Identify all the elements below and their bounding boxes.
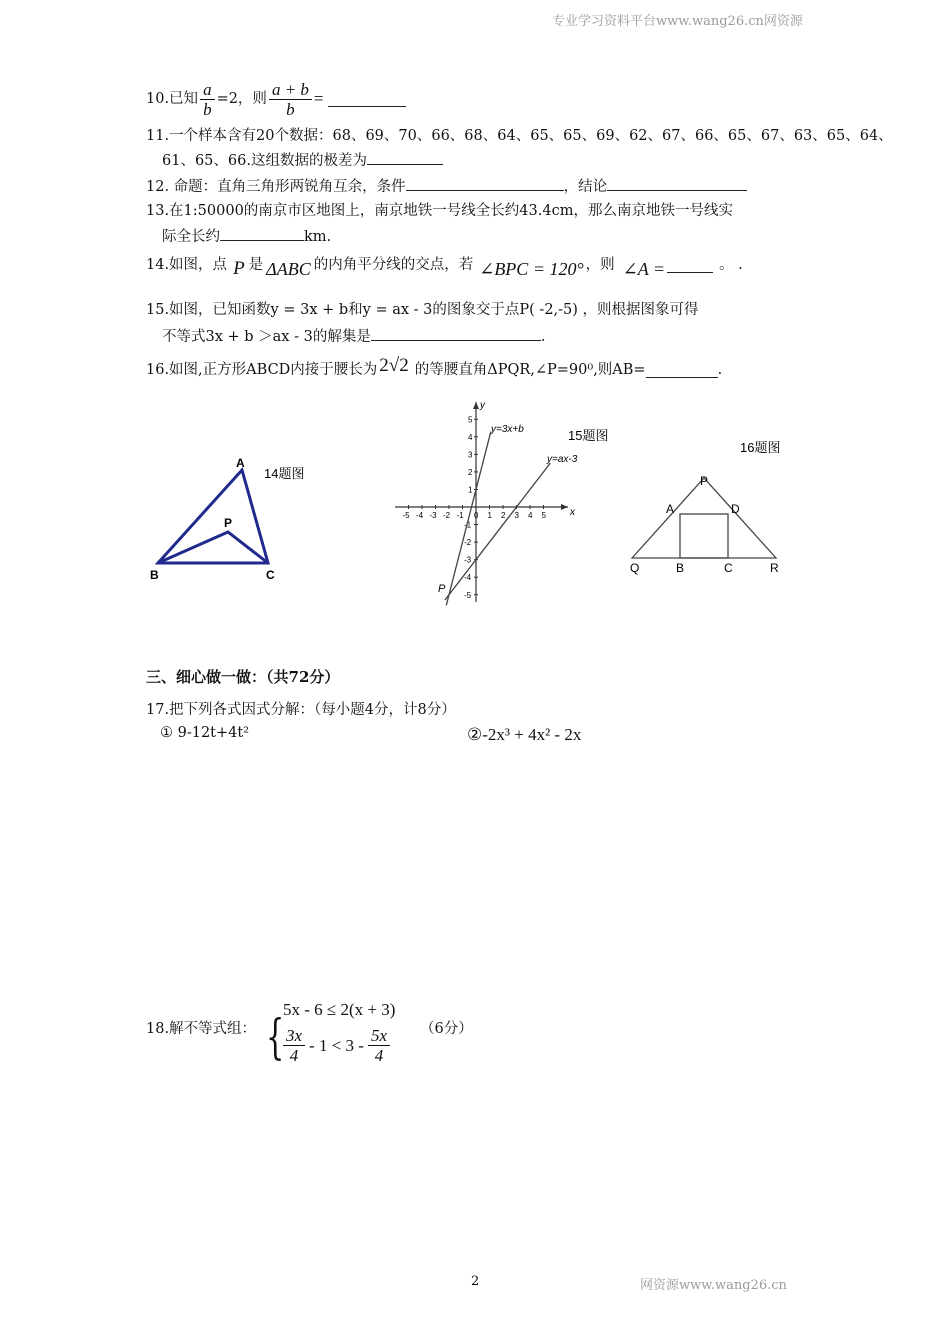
y-tick-label: -2	[464, 538, 472, 548]
answer-blank-condition[interactable]	[406, 176, 564, 191]
section-3-title: 三、细心做一做：（共72分）	[146, 668, 340, 686]
question-16	[146, 355, 722, 385]
y-tick-label: -4	[464, 573, 472, 583]
page-number: 2	[471, 1274, 480, 1289]
y-tick-label: 2	[468, 467, 473, 477]
label-q: Q	[630, 561, 640, 575]
point-p: P	[233, 258, 245, 279]
q14-prefix: 14.如图，点	[146, 257, 228, 273]
caption-15: 15题图	[568, 428, 609, 443]
q10-eq2: =	[313, 89, 324, 108]
radical-2-sqrt-2: 2√2	[379, 355, 409, 376]
question-10	[146, 78, 406, 120]
inequality-1: 5x - 6 ≤ 2(x + 3)	[283, 1000, 396, 1019]
angle-bpc: ∠BPC = 120°	[479, 259, 584, 279]
frac-den: b	[286, 99, 295, 119]
x-tick-label: -4	[416, 511, 424, 520]
y-tick-label: 5	[468, 415, 473, 425]
figure-14	[140, 450, 340, 590]
label-r: R	[770, 561, 779, 575]
x-tick-label: 1	[487, 511, 492, 520]
x-tick-label: 3	[514, 511, 519, 520]
question-18-points: （6分）	[420, 1021, 473, 1037]
x-axis-arrow	[561, 504, 568, 510]
frac-den: 4	[289, 1046, 299, 1065]
angle-a: ∠A =	[622, 259, 666, 279]
y-tick-label: -5	[464, 590, 472, 600]
q14-is: 是	[248, 257, 264, 273]
question-17a: ① 9-12t+4t²	[160, 725, 250, 741]
label-a: A	[666, 502, 675, 516]
label-a: A	[236, 456, 245, 470]
q16-end: .	[717, 362, 723, 378]
x-tick-label: 4	[528, 511, 533, 520]
q12-mid: ，结论	[563, 179, 608, 195]
question-17b: ②-2x³ + 4x² - 2x	[467, 725, 582, 744]
x-tick-label: 0	[474, 511, 479, 520]
answer-blank-conclusion[interactable]	[607, 176, 747, 191]
label-p: P	[438, 583, 446, 595]
fraction-apb-over-b	[269, 80, 312, 119]
x-tick-label: -5	[402, 511, 410, 520]
frac-num: 5x	[368, 1026, 390, 1046]
line-ax-minus-3	[445, 463, 550, 600]
y-tick-label: 3	[468, 450, 473, 460]
x-tick-label: 2	[501, 511, 506, 520]
q16-prefix: 16.如图,正方形ABCD内接于腰长为	[146, 362, 378, 378]
answer-blank[interactable]	[328, 92, 406, 107]
frac-num: 3x	[283, 1026, 305, 1046]
frac-num: a	[200, 80, 215, 100]
answer-blank[interactable]	[667, 258, 713, 273]
q10-prefix: 10.已知	[146, 91, 199, 107]
label-line1: y=3x+b	[491, 424, 524, 435]
label-d: D	[731, 502, 740, 516]
x-tick-label: -2	[443, 511, 451, 520]
q14-then: ，则	[585, 257, 615, 273]
answer-blank[interactable]	[367, 150, 443, 165]
y-tick-label: -1	[464, 520, 472, 530]
question-15-line1: 15.如图，已知函数y = 3x + b和y = ax - 3的图象交于点P( -2,-5) ，则根据图象可得	[146, 302, 699, 318]
frac-num: a + b	[269, 80, 312, 100]
x-tick-label: -1	[456, 511, 464, 520]
q11-text: 61、65、66.这组数据的极差为	[162, 153, 367, 169]
question-11-line2	[162, 150, 443, 171]
y-axis-arrow	[473, 402, 479, 409]
q14-mid: 的内角平分线的交点，若	[313, 257, 474, 273]
label-p: P	[224, 516, 233, 530]
fraction-5x-over-4	[368, 1026, 390, 1065]
x-tick-label: -3	[429, 511, 437, 520]
caption-16: 16题图	[740, 440, 781, 455]
q10-eq1: =2，则	[216, 91, 267, 107]
fraction-3x-over-4	[283, 1026, 305, 1065]
q13-post: km.	[304, 229, 332, 245]
question-12	[146, 176, 747, 197]
caption-14: 14题图	[264, 466, 305, 481]
question-17-title: 17.把下列各式因式分解：（每小题4分，计8分）	[146, 702, 456, 718]
label-b: B	[676, 561, 685, 575]
q16-post: 的等腰直角ΔPQR,∠P=90⁰,则AB=	[414, 362, 646, 378]
question-13-line1: 13.在1:50000的南京市区地图上，南京地铁一号线全长约43.4cm，那么南京地铁一号线实	[146, 203, 733, 219]
answer-blank[interactable]	[371, 326, 541, 341]
q12-text: 12. 命题：直角三角形两锐角互余，条件	[146, 179, 406, 195]
q13-pre: 际全长约	[162, 229, 220, 245]
y-tick-label: 1	[468, 485, 473, 495]
question-18-prefix: 18.解不等式组：	[146, 1021, 257, 1037]
label-p: P	[700, 474, 709, 488]
question-13-line2	[162, 226, 331, 247]
figure-16	[620, 430, 800, 580]
question-15-line2	[162, 326, 545, 347]
x-tick-label: 5	[541, 511, 546, 520]
frac-den: b	[203, 99, 212, 119]
q14-end: 。 .	[719, 257, 743, 273]
label-line2: y=ax-3	[547, 454, 578, 465]
inequality-2	[281, 1026, 392, 1065]
q15-end: .	[540, 329, 546, 345]
triangle-pqr	[632, 478, 776, 558]
frac-den: 4	[374, 1046, 384, 1065]
y-tick-label: -3	[464, 555, 472, 565]
ineq2-mid: - 1 < 3 -	[309, 1035, 364, 1055]
question-11-line1: 11.一个样本含有20个数据：68、69、70、66、68、64、65、65、69、62、67、66、65、67、63、65、64、	[146, 128, 893, 144]
label-c: C	[266, 568, 275, 582]
figure-15-graph	[390, 398, 630, 608]
footer-watermark: 网资源www.wang26.cn	[640, 1278, 787, 1293]
triangle-abc: ΔABC	[266, 259, 311, 279]
square-abcd	[680, 514, 728, 558]
label-y: y	[480, 400, 485, 411]
label-b: B	[150, 568, 159, 582]
y-tick-label: 4	[468, 432, 473, 442]
header-watermark: 专业学习资料平台www.wang26.cn网资源	[552, 14, 803, 29]
answer-blank[interactable]	[646, 363, 718, 378]
label-x: x	[570, 507, 575, 518]
brace-icon: {	[266, 1009, 285, 1065]
fraction-a-over-b	[200, 80, 215, 119]
label-c: C	[724, 561, 733, 575]
answer-blank[interactable]	[220, 226, 304, 241]
q15-text: 不等式3x + b ＞ax - 3的解集是	[162, 329, 371, 345]
bisector-lines	[158, 532, 268, 563]
question-14	[146, 250, 743, 280]
